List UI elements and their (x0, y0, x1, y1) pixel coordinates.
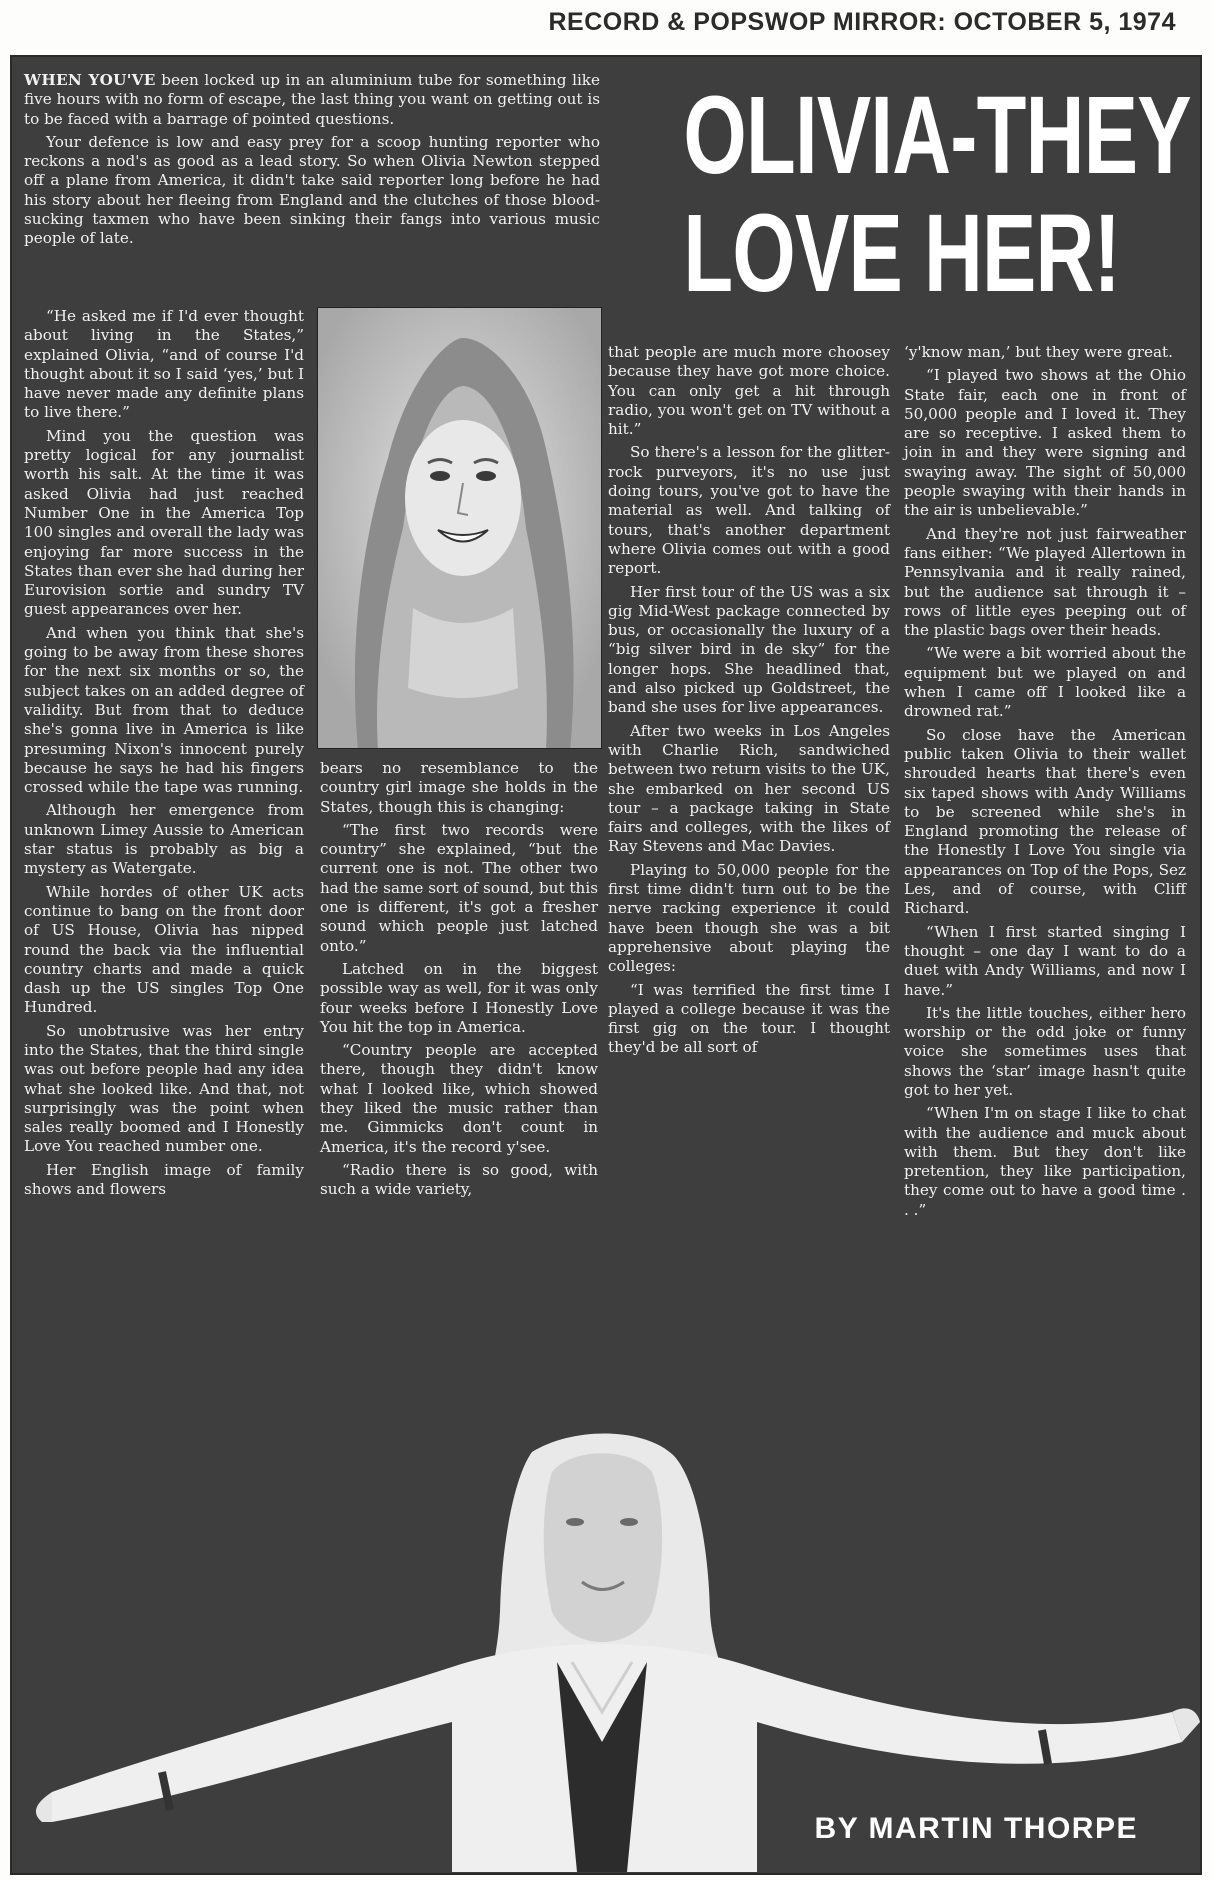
paragraph: “I was terrified the first time I played a college because it was the first gig on the tour. I thought they'd be all sort of (608, 980, 890, 1057)
paragraph: “He asked me if I'd ever thought about living in the States,” explained Olivia, “and of course I'd thought about it so I said ‘yes,’ but I have never made any definite plans to live there.” (24, 307, 304, 422)
article-column-4 (904, 343, 1186, 1224)
paragraph: While hordes of other UK acts continue to bang on the front door of US House, Olivia has nipped round the back via the influential country charts and made a quick dash up the US singles Top One Hundred. (24, 882, 304, 1017)
paragraph: It's the little touches, either hero worship or the odd joke or funny voice she sometimes uses that shows the ‘star’ image hasn't quite got to her yet. (904, 1003, 1186, 1099)
portrait-photo (317, 307, 602, 749)
performer-photo (12, 1412, 1200, 1872)
portrait-illustration (318, 308, 602, 749)
article-column-1 (24, 307, 304, 1203)
paragraph: Her first tour of the US was a six gig Mid-West package connected by bus, or occasionally the luxury of a “big silver bird in de sky” for the longer hops. She headlined that, and also picked up Goldstreet, the band she uses for live appearances. (608, 582, 890, 717)
intro-paragraph (24, 71, 600, 129)
paragraph: And they're not just fairweather fans either: “We played Allertown in Pennsylvania and it really rained, but the audience sat through it – rows of little eyes peeping out of the plastic bags over their heads. (904, 524, 1186, 640)
intro-lead: WHEN YOU'VE (24, 71, 156, 89)
paragraph: So unobtrusive was her entry into the States, that the third single was out before people had any idea what she looked like. And that, not surprisingly was the point when sales really boomed and I Honestly Love You reached number one. (24, 1021, 304, 1156)
paragraph: So close have the American public taken Olivia to their wallet shrouded hearts that there's even six taped shows with Andy Williams to be screened while she's in England promoting the release of the Honestly I Love You single via appearances on Top of the Pops, Sez Les, and of course, with Cliff Richard. (904, 725, 1186, 918)
paragraph: Her English image of family shows and flowers (24, 1160, 304, 1199)
paragraph: After two weeks in Los Angeles with Charlie Rich, sandwiched between two return visits to the UK, she embarked on her second US tour – a package taking in State fairs and colleges, with the likes of Ray Stevens and Mac Davies. (608, 721, 890, 856)
article-column-2 (320, 759, 598, 1204)
byline: BY MARTIN THORPE (814, 1812, 1138, 1845)
paragraph: “The first two records were country” she explained, “but the current one is not. The other two had the same sort of sound, but this one is different, it's got a fresher sound which people just latched onto.” (320, 820, 598, 955)
paragraph: Mind you the question was pretty logical for any journalist worth his salt. At the time it was asked Olivia had just reached Number One in the America Top 100 singles and overall the lady was enjoying far more success in the States than ever she had during her Eurovision sortie and sundry TV guest appearances over her. (24, 426, 304, 619)
paragraph: bears no resemblance to the country girl image she holds in the States, though this is changing: (320, 759, 598, 816)
paragraph: Although her emergence from unknown Limey Aussie to American star status is probably as big a mystery as Watergate. (24, 801, 304, 878)
paragraph: “When I first started singing I thought – one day I want to do a duet with Andy Williams, and now I have.” (904, 922, 1186, 999)
paragraph: “We were a bit worried about the equipment but we played on and when I came off I looked like a drowned rat.” (904, 644, 1186, 721)
performer-illustration (12, 1412, 1200, 1872)
paragraph: ‘y'know man,’ but they were great. (904, 343, 1173, 361)
article-column-3 (608, 343, 890, 1062)
intro-text (24, 71, 600, 253)
paragraph: Playing to 50,000 people for the first time didn't turn out to be the nerve racking experience it could have been though she was a bit apprehensive about playing the colleges: (608, 860, 890, 976)
headline-line-1: OLIVIA-THEY (683, 74, 1191, 197)
headline (683, 74, 1191, 315)
paragraph: “When I'm on stage I like to chat with the audience and muck about with them. But they don't like pretention, they like participation, they come out to have a good time . . .” (904, 1104, 1186, 1219)
paragraph: Latched on in the biggest possible way as well, for it was only four weeks before I Honestly Love You hit the top in America. (320, 959, 598, 1036)
paragraph: “I played two shows at the Ohio State fair, each one in front of 50,000 people and I loved it. They are so receptive. I asked them to join in and they were signing and swaying away. The sight of 50,000 people swaying with their hands in the air is unbelievable.” (904, 366, 1186, 520)
masthead: RECORD & POPSWOP MIRROR: OCTOBER 5, 1974 (548, 8, 1176, 36)
paragraph: that people are much more choosey because they have got more choice. You can only get a hit through radio, you won't get on TV without a hit.” (608, 343, 890, 439)
paragraph: So there's a lesson for the glitter-rock purveyors, it's no use just doing tours, you've got to have the material as well. And talking of tours, that's another department where Olivia comes out with a good report. (608, 443, 890, 578)
article-panel (10, 55, 1202, 1875)
intro-text-1: been locked up in an aluminium tube for something like five hours with no form of escape, the last thing you want on getting out is to be faced with a barrage of pointed questions. (24, 71, 601, 128)
headline-line-2: LOVE HER! (683, 192, 1120, 315)
intro-paragraph: Your defence is low and easy prey for a scoop hunting reporter who reckons a nod's as good as a lead story. So when Olivia Newton stepped off a plane from America, it didn't take said reporter long before he had his story about her fleeing from England and the clutches of those blood-sucking taxmen who have been sinking their fangs into various music people of late. (24, 132, 600, 248)
paragraph: “Radio there is so good, with such a wide variety, (320, 1160, 598, 1199)
paragraph: “Country people are accepted there, though they didn't know what I looked like, which showed they liked the music rather than me. Gimmicks don't count in America, it's the record y'see. (320, 1041, 598, 1156)
paragraph: And when you think that she's going to be away from these shores for the next six months or so, the subject takes on an added degree of validity. But from that to deduce she's gonna live in America is like presuming Nixon's innocent purely because he says he had his fingers crossed while the tape was running. (24, 623, 304, 797)
